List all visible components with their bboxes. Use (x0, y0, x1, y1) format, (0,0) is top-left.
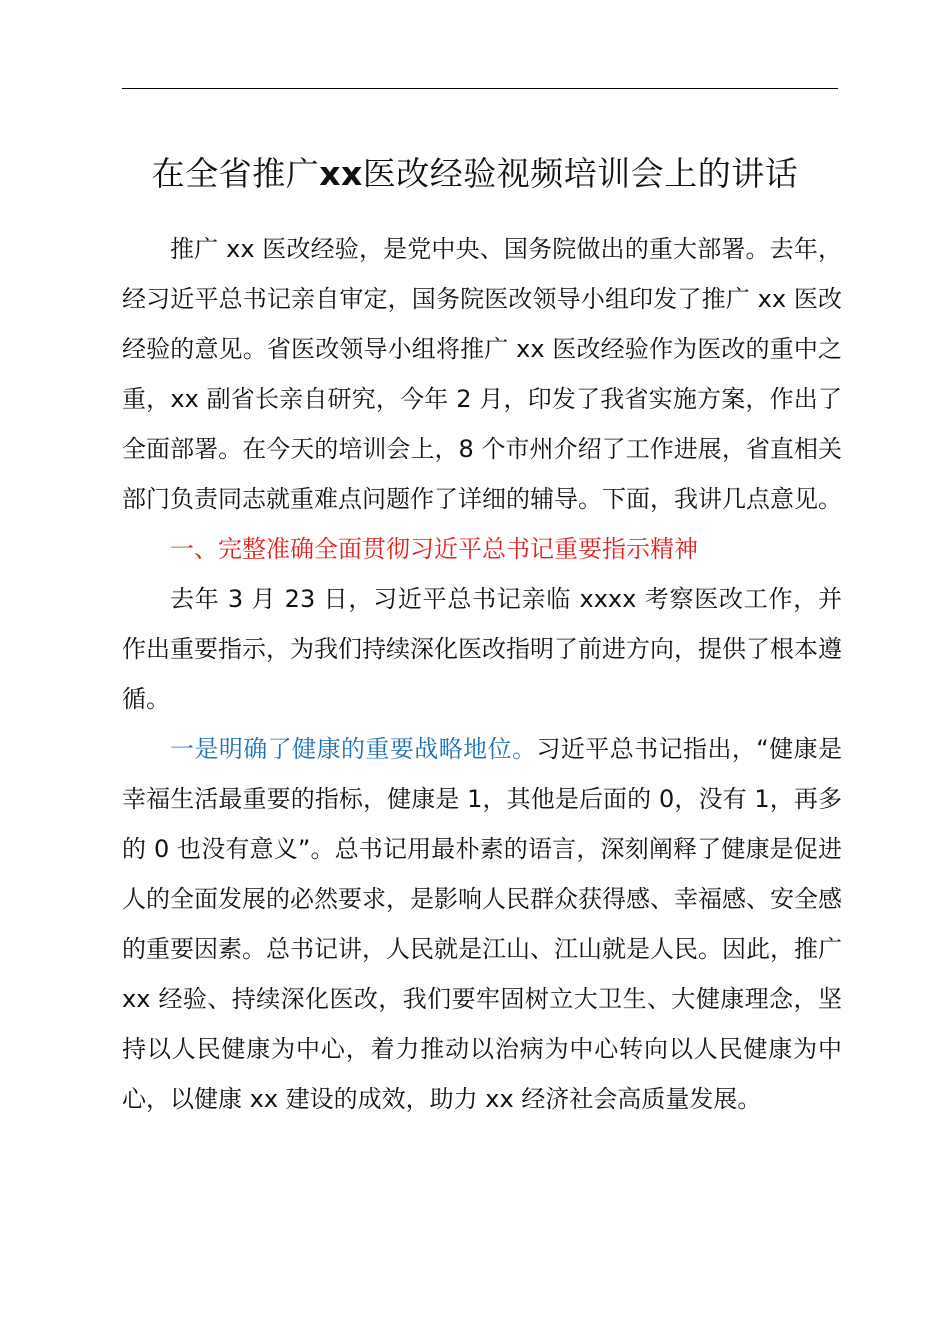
title-suffix: 医改经验视频培训会上的讲话 (362, 154, 799, 193)
paragraph-intro: 推广 xx 医改经验，是党中央、国务院做出的重大部署。去年，经习近平总书记亲自审定，国务院医改领导小组印发了推广 xx 医改经验的意见。省医改领导小组将推广 xx 医改经验作为医改的重中之重，xx 副省长亲自研究，今年 2 月，印发了我省实施方案，作出了全面部署。在今天的培训会上，8 个市州介绍了工作进展，省直相关部门负责同志就重难点问题作了详细的辅导。下面，我讲几点意见。 (122, 235, 842, 513)
section-heading-1: 一、完整准确全面贯彻习近平总书记重要指示精神 (170, 535, 698, 563)
document-body (122, 224, 842, 1124)
title-bold: xx (319, 154, 363, 193)
point-1-text: 习近平总书记指出，“健康是幸福生活最重要的指标，健康是 1，其他是后面的 0，没有 1，再多的 0 也没有意义”。总书记用最朴素的语言，深刻阐释了健康是促进人的全面发展的必然要求，是影响人民群众获得感、幸福感、安全感的重要因素。总书记讲，人民就是江山、江山就是人民。因此，推广 xx 经验、持续深化医改，我们要牢固树立大卫生、大健康理念，坚持以人民健康为中心，着力推动以治病为中心转向以人民健康为中心，以健康 xx 建设的成效，助力 xx 经济社会高质量发展。 (122, 735, 843, 1113)
point-1-lead: 一是明确了健康的重要战略地位。 (170, 735, 537, 763)
header-rule (122, 88, 838, 89)
title-prefix: 在全省推广 (151, 154, 320, 193)
paragraph-point-1 (122, 724, 842, 1124)
document-title (0, 148, 950, 200)
paragraph-inspection: 去年 3 月 23 日，习近平总书记亲临 xxxx 考察医改工作，并作出重要指示，为我们持续深化医改指明了前进方向，提供了根本遵循。 (122, 585, 842, 713)
